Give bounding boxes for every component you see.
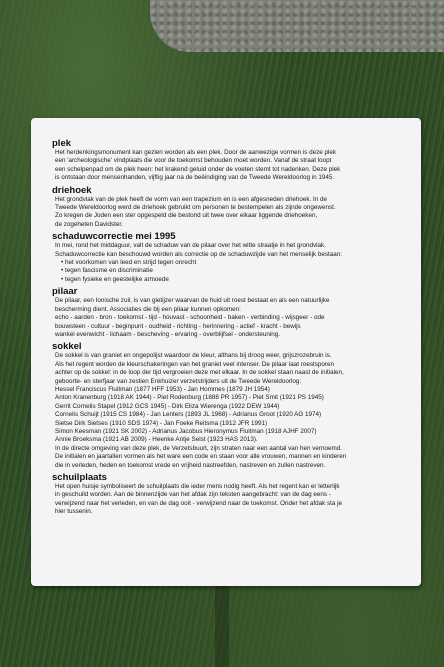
paragraph-pilaar [55, 297, 407, 339]
text-line: Tweede Wereldoorlog werd de driehoek gebruikt om personen te bestempelen als zijnde ongewenst. [55, 204, 336, 212]
text-line: Hessel Franciscus Fluitman (1877 HFF 1953) - Jan Hommes (1879 JH 1954) [55, 385, 270, 393]
paragraph-schuilplaats [55, 483, 407, 517]
paragraph-driehoek [55, 196, 407, 230]
section-plek [52, 138, 407, 183]
text-line: Het herdenkingsmonument kan gezien worden als een plek. Door de aanwezige vormen is deze plek [55, 149, 337, 156]
text-line: Cornelis Schuijt (1915 CS 1984) - Jan Lenters (1893 JL 1968) - Adrianus Groot (1920 AG 1974) [55, 411, 322, 419]
bullet-item: • het voorkomen van leed en strijd tegen onrecht [55, 259, 407, 267]
heading-pilaar: pilaar [52, 286, 78, 298]
heading-plek: plek [52, 138, 72, 149]
gravel-patch [150, 0, 444, 52]
text-line: bescherming dient. Associaties die bij een pilaar kunnen opkomen: [55, 305, 241, 313]
text-line: die in verleden, heden en toekomst vrede en vrijheid nastreefden, nastreven en zullen nastreven. [55, 461, 326, 469]
text-line: Schaduwcorrectie kan beschouwd worden als correctie op de schaduwzijde van het menselijk bestaan: [55, 250, 343, 258]
paragraph-sokkel [55, 352, 407, 470]
bullet-item: • tegen fysieke en geestelijke armoede [55, 276, 407, 284]
heading-sokkel: sokkel [52, 341, 82, 353]
text-line: Annie Broeksma (1921 AB 2009) - Heenke Antje Selst (1923 HAS 2013). [55, 436, 258, 444]
text-line: Simon Keesman (1921 SK 2002) - Adrianus Jacobus Hieronymus Fluitman (1918 AJHF 2007) [55, 427, 317, 435]
text-line: De pilaar, een Ionische zuil, is van gietijzer waarvan de huid uit roest bestaat en als een natuurlijke [55, 297, 330, 305]
heading-schaduwcorrectie: schaduwcorrectie mei 1995 [52, 231, 176, 243]
text-line: In de directe omgeving van deze plek, de Verzetsbuurt, zijn straten naar een aantal van hen vernoemd. [55, 444, 343, 452]
sign-text [52, 136, 407, 517]
section-schuilplaats [52, 472, 407, 517]
heading-driehoek: driehoek [52, 184, 92, 196]
text-line: De initialen en jaartallen vormen als het ware een code en staan voor alle vrouwen, mannen en kinderen [55, 453, 347, 461]
text-line: wankel evenwicht - lichaam - bescheving - ervaring - overblijfsel - ondersteuning. [55, 330, 281, 338]
text-line: echo - aarden - bron - toekomst - tijd - houvast - schoonheid - baken - verbinding - wijsgeer - ode [55, 314, 325, 322]
paragraph-schaduwcorrectie [55, 242, 407, 284]
text-line: is ontstaan door mensenhanden, vijftig jaar na de beëindiging van de Tweede Wereldoorlog in 1945. [55, 174, 335, 182]
text-line: achter op de sokkel: in de loop der tijd vergroeien deze met elkaar. In de sokkel staan naast de initialen, [55, 369, 344, 377]
text-line: de zogeheten Davidster. [55, 220, 123, 228]
text-line: Het open huisje symboliseert de schuilplaats die ieder mens nodig heeft. Als het regent kan er letterlijk [55, 483, 340, 490]
sign-post [215, 586, 229, 667]
text-line: hier tussenin. [55, 508, 93, 516]
text-line: bouwsteen - cultuur - beginpunt - oudheid - richting - herinnering - actief - kracht - bewijs [55, 322, 301, 330]
text-line: Het grondvlak van de plek heeft de vorm van een trapezium en is een afgesneden driehoek. In de [55, 195, 327, 203]
section-pilaar [52, 286, 407, 339]
heading-schuilplaats: schuilplaats [52, 472, 107, 483]
bullet-item: • tegen fascisme en discriminatie [55, 267, 407, 275]
text-line: verwijzend naar het verleden, en van de dag ooit - verwijzend naar de toekomst. Onder het afdak sta je [55, 499, 343, 507]
text-line: een schelpenpad om de plek heen: het krakend geluid onder de voeten stemt tot nadenken. Deze plek [55, 165, 341, 173]
text-line: De sokkel is van graniet en ongepolijst waardoor de kleur, althans bij droog weer, grijszrozebruin is. [55, 352, 332, 360]
section-sokkel [52, 341, 407, 470]
text-line: een 'archeologische' vindplaats die voor de toekomst behouden moet worden. Vanaf de straat loopt [55, 157, 332, 165]
text-line: Zo kregen de Joden een ster opgespeld die bestond uit twee over elkaar liggende driehoeken, [55, 212, 318, 220]
text-line: Als het regent worden de kleurschakeringen van het graniet veel intenser. De pilaar laat roestsporen [55, 360, 334, 368]
text-line: geboorte- en sterfjaar van zestien Enkhuizer verzetstrijders uit de Tweede Wereldoorlog: [55, 377, 302, 385]
text-line: in geschuild worden. Aan de binnenzijde van het afdak zijn teksten aangebracht: van de dag eens - [55, 491, 331, 499]
section-driehoek [52, 184, 407, 230]
text-line: Anton Kranenburg (1918 AK 1944) - Piet Rodenburg (1888 PR 1957) - Piet Smit (1921 PS 1945) [55, 394, 324, 402]
text-line: In mei, rond het middaguur, valt de schaduw van de pilaar over het witte straatje in het grondvlak. [55, 242, 326, 250]
section-schaduwcorrectie [52, 231, 407, 284]
paragraph-plek [55, 149, 407, 183]
text-line: Sietse Dirk Sietses (1910 SDS 1974) - Jan Foeke Reitsma (1912 JFR 1991) [55, 419, 268, 427]
text-line: Gerrit Cornelis Stapel (1912 GCS 1945) - Dirk Eliza Wierenga (1922 DEW 1944) [55, 402, 280, 410]
